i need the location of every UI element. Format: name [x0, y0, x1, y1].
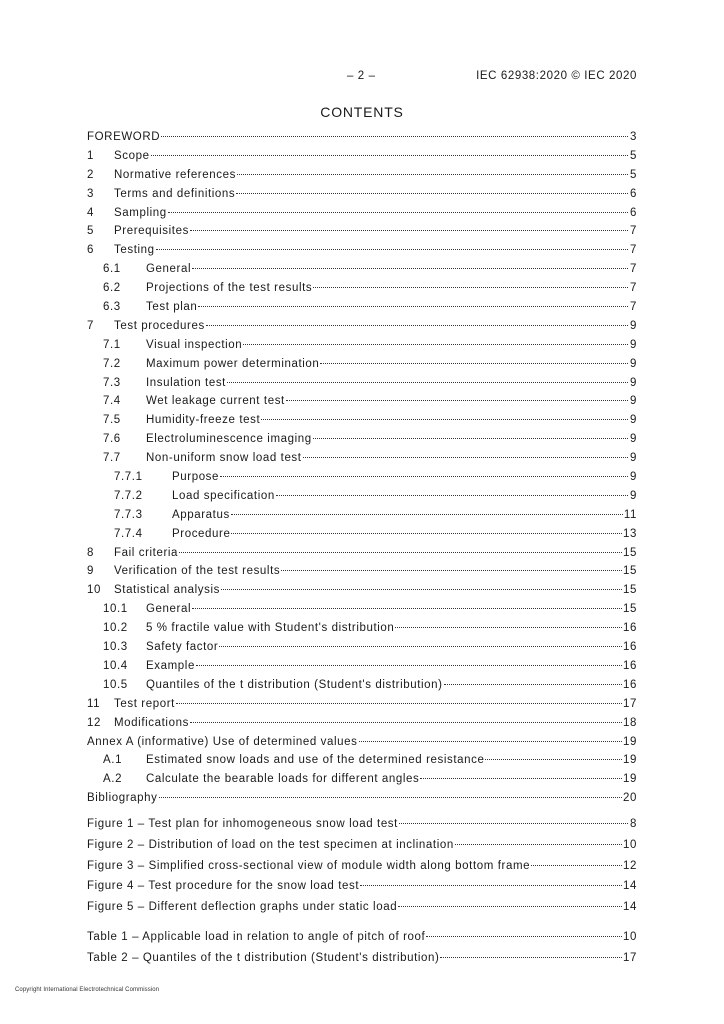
dot-leader	[227, 382, 628, 383]
figure-entry[interactable]	[87, 901, 637, 922]
entry-page-number: 15	[623, 565, 637, 578]
dot-leader	[161, 136, 628, 137]
entry-title: Table 1 – Applicable load in relation to angle of pitch of roof	[87, 931, 426, 943]
dot-leader	[455, 844, 622, 845]
table-entry[interactable]	[87, 952, 637, 973]
figure-entry[interactable]	[87, 880, 637, 901]
entry-title: Apparatus	[172, 508, 230, 521]
toc-entry[interactable]	[87, 490, 637, 509]
toc-entry[interactable]	[87, 207, 637, 226]
toc-entry[interactable]	[87, 792, 637, 811]
toc-entry-number: 1	[87, 149, 94, 162]
table-entry[interactable]	[87, 931, 637, 952]
dot-leader	[219, 646, 622, 647]
toc-entry-number: 7.1	[103, 338, 121, 351]
entry-page-number: 9	[630, 489, 637, 502]
toc-entry[interactable]	[87, 736, 637, 755]
entry-page-number: 9	[630, 338, 637, 351]
entry-page-number: 9	[630, 319, 637, 332]
dot-leader	[192, 608, 622, 609]
dot-leader	[206, 325, 628, 326]
entry-page-number: 7	[630, 282, 637, 295]
dot-leader	[531, 865, 622, 866]
dot-leader	[192, 268, 628, 269]
toc-entry-number: 7.7	[103, 452, 121, 465]
entry-page-number: 7	[630, 244, 637, 257]
toc-entry-number: 7.7.1	[114, 471, 143, 484]
toc-entry-number: 7.7.4	[114, 527, 143, 540]
toc-entry-number: 6.1	[103, 263, 121, 276]
entry-page-number: 16	[623, 659, 637, 672]
page-number: – 2 –	[347, 70, 376, 82]
entry-title: Bibliography	[87, 792, 158, 805]
entry-page-number: 15	[623, 584, 637, 597]
entry-title: Verification of the test results	[114, 565, 281, 578]
entry-title: Figure 5 – Different deflection graphs under static load	[87, 901, 398, 914]
entry-title: Wet leakage current test	[146, 395, 285, 408]
entry-page-number: 19	[623, 735, 637, 748]
toc-entry[interactable]	[87, 603, 637, 622]
dot-leader	[281, 570, 622, 571]
entry-title: General	[146, 603, 192, 616]
entry-title: Example	[146, 659, 195, 672]
toc-entry-number: A.1	[103, 754, 123, 767]
entry-page-number: 7	[630, 301, 637, 314]
entry-title: Purpose	[172, 471, 220, 484]
entry-page-number: 9	[630, 357, 637, 370]
toc-entry-number: 3	[87, 187, 94, 200]
dot-leader	[151, 155, 628, 156]
entry-title: Humidity-freeze test	[146, 414, 261, 427]
toc-entry-number: 10	[87, 584, 101, 597]
dot-leader	[276, 495, 628, 496]
entry-page-number: 14	[623, 880, 637, 893]
dot-leader	[220, 476, 628, 477]
toc-entry-number: 4	[87, 206, 94, 219]
entry-page-number: 9	[630, 471, 637, 484]
dot-leader	[444, 684, 622, 685]
entry-page-number: 6	[630, 206, 637, 219]
toc-entry-number: 7.5	[103, 414, 121, 427]
entry-title: Statistical analysis	[114, 584, 220, 597]
entry-title: Procedure	[172, 527, 231, 540]
toc-entry-number: 10.1	[103, 603, 128, 616]
entry-title: Projections of the test results	[146, 282, 313, 295]
toc-entry-number: 12	[87, 716, 101, 729]
entry-page-number: 3	[630, 131, 637, 143]
toc-entry-number: 11	[87, 697, 101, 710]
figure-entry[interactable]	[87, 818, 637, 839]
entry-page-number: 10	[623, 838, 637, 851]
entry-page-number: 19	[623, 773, 637, 786]
entry-page-number: 16	[623, 622, 637, 635]
dot-leader	[261, 419, 628, 420]
entry-title: Estimated snow loads and use of the determined resistance	[146, 754, 485, 767]
toc-entry-number: 7.3	[103, 376, 121, 389]
entry-page-number: 11	[623, 508, 637, 521]
toc-entry[interactable]	[87, 244, 637, 263]
entry-page-number: 5	[630, 168, 637, 181]
entry-page-number: 16	[623, 641, 637, 654]
entry-title: Figure 2 – Distribution of load on the test specimen at inclination	[87, 838, 454, 851]
toc-entry[interactable]	[87, 641, 637, 660]
entry-title: Electroluminescence imaging	[146, 433, 312, 446]
toc-entry-number: 6.2	[103, 282, 121, 295]
dot-leader	[395, 627, 622, 628]
toc-entry-number: 6	[87, 244, 94, 257]
entry-page-number: 9	[630, 395, 637, 408]
dot-leader	[440, 957, 622, 958]
toc-entry[interactable]	[87, 169, 637, 188]
entry-page-number: 12	[623, 859, 637, 872]
table-of-contents	[87, 131, 637, 811]
toc-entry-number: 10.5	[103, 678, 128, 691]
entry-title: Normative references	[114, 168, 236, 181]
toc-entry-number: A.2	[103, 773, 123, 786]
entry-page-number: 15	[623, 603, 637, 616]
toc-entry[interactable]	[87, 717, 637, 736]
entry-page-number: 17	[623, 697, 637, 710]
toc-entry[interactable]	[87, 471, 637, 490]
entry-title: Scope	[114, 149, 150, 162]
entry-title: Test report	[114, 697, 175, 710]
dot-leader	[313, 287, 628, 288]
toc-entry[interactable]	[87, 395, 637, 414]
entry-title: Non-uniform snow load test	[146, 452, 302, 465]
toc-entry[interactable]	[87, 414, 637, 433]
entry-title: Test procedures	[114, 319, 205, 332]
toc-entry-number: 10.3	[103, 641, 128, 654]
entry-page-number: 9	[630, 414, 637, 427]
dot-leader	[420, 778, 622, 779]
toc-entry[interactable]	[87, 547, 637, 566]
toc-entry[interactable]	[87, 565, 637, 584]
entry-title: Figure 1 – Test plan for inhomogeneous snow load test	[87, 818, 398, 830]
entry-title: Sampling	[114, 206, 167, 219]
toc-entry[interactable]	[87, 773, 637, 792]
dot-leader	[359, 741, 623, 742]
entry-title: Maximum power determination	[146, 357, 320, 370]
entry-title: Quantiles of the t distribution (Student's distribution)	[146, 678, 443, 691]
dot-leader	[399, 823, 628, 824]
toc-entry-number: 7.7.2	[114, 489, 143, 502]
toc-entry[interactable]	[87, 282, 637, 301]
toc-entry[interactable]	[87, 698, 637, 717]
entry-page-number: 10	[623, 931, 637, 943]
toc-entry[interactable]	[87, 433, 637, 452]
toc-entry-number: 8	[87, 546, 94, 559]
dot-leader	[168, 212, 628, 213]
toc-entry[interactable]	[87, 622, 637, 641]
dot-leader	[320, 363, 628, 364]
toc-entry-number: 10.4	[103, 659, 128, 672]
entry-title: Terms and definitions	[114, 187, 236, 200]
entry-page-number: 9	[630, 452, 637, 465]
entry-title: Load specification	[172, 489, 275, 502]
dot-leader	[313, 438, 628, 439]
dot-leader	[426, 936, 622, 937]
toc-entry[interactable]	[87, 188, 637, 207]
entry-page-number: 6	[630, 187, 637, 200]
toc-entry-number: 2	[87, 168, 94, 181]
toc-entry-number: 7.4	[103, 395, 121, 408]
dot-leader	[179, 552, 622, 553]
toc-entry-number: 6.3	[103, 301, 121, 314]
dot-leader	[236, 193, 628, 194]
dot-leader	[221, 589, 622, 590]
entry-page-number: 7	[630, 225, 637, 238]
contents-title: CONTENTS	[320, 104, 404, 120]
toc-entry-number: 10.2	[103, 622, 128, 635]
list-of-figures	[87, 818, 637, 922]
entry-title: 5 % fractile value with Student's distribution	[146, 622, 395, 635]
dot-leader	[156, 249, 628, 250]
entry-page-number: 19	[623, 754, 637, 767]
toc-entry[interactable]	[87, 452, 637, 471]
figure-entry[interactable]	[87, 860, 637, 881]
dot-leader	[231, 533, 622, 534]
entry-page-number: 15	[623, 546, 637, 559]
entry-page-number: 5	[630, 149, 637, 162]
entry-page-number: 16	[623, 678, 637, 691]
copyright-footer: Copyright International Electrotechnical Commission	[15, 987, 160, 993]
toc-entry[interactable]	[87, 339, 637, 358]
entry-page-number: 14	[623, 901, 637, 914]
dot-leader	[159, 797, 623, 798]
dot-leader	[286, 400, 628, 401]
entry-title: Testing	[114, 244, 155, 257]
entry-page-number: 8	[630, 818, 637, 830]
entry-page-number: 9	[630, 433, 637, 446]
toc-entry[interactable]	[87, 754, 637, 773]
toc-entry[interactable]	[87, 679, 637, 698]
toc-entry[interactable]	[87, 225, 637, 244]
entry-title: Annex A (informative) Use of determined values	[87, 735, 358, 748]
dot-leader	[231, 514, 623, 515]
entry-title: FOREWORD	[87, 131, 161, 143]
entry-page-number: 13	[623, 527, 637, 540]
dot-leader	[398, 906, 622, 907]
document-reference: IEC 62938:2020 © IEC 2020	[476, 70, 637, 82]
entry-title: Figure 4 – Test procedure for the snow load test	[87, 880, 360, 893]
toc-entry[interactable]	[87, 584, 637, 603]
toc-entry-number: 7.2	[103, 357, 121, 370]
entry-title: Table 2 – Quantiles of the t distribution (Student's distribution)	[87, 951, 440, 964]
entry-title: Calculate the bearable loads for different angles	[146, 773, 420, 786]
entry-title: Modifications	[114, 716, 189, 729]
entry-page-number: 9	[630, 376, 637, 389]
toc-entry-number: 7.6	[103, 433, 121, 446]
entry-page-number: 18	[623, 716, 637, 729]
toc-entry[interactable]	[87, 358, 637, 377]
entry-title: Visual inspection	[146, 338, 243, 351]
dot-leader	[237, 174, 628, 175]
toc-entry-number: 7.7.3	[114, 508, 143, 521]
entry-title: Prerequisites	[114, 225, 189, 238]
figure-entry[interactable]	[87, 839, 637, 860]
toc-entry[interactable]	[87, 509, 637, 528]
page-header	[0, 70, 724, 86]
toc-entry[interactable]	[87, 263, 637, 282]
dot-leader	[303, 457, 628, 458]
entry-title: Figure 3 – Simplified cross-sectional view of module width along bottom frame	[87, 859, 531, 872]
dot-leader	[196, 665, 622, 666]
dot-leader	[485, 759, 622, 760]
toc-entry[interactable]	[87, 377, 637, 396]
entry-title: Safety factor	[146, 641, 219, 654]
toc-entry[interactable]	[87, 150, 637, 169]
dot-leader	[198, 306, 628, 307]
toc-entry[interactable]	[87, 131, 637, 150]
toc-entry[interactable]	[87, 660, 637, 679]
dot-leader	[190, 230, 628, 231]
entry-title: Insulation test	[146, 376, 226, 389]
toc-entry-number: 5	[87, 225, 94, 238]
dot-leader	[360, 885, 622, 886]
entry-page-number: 17	[623, 951, 637, 964]
dot-leader	[190, 722, 622, 723]
list-of-tables	[87, 931, 637, 973]
entry-title: Fail criteria	[114, 546, 179, 559]
toc-entry-number: 9	[87, 565, 94, 578]
entry-page-number: 20	[623, 792, 637, 805]
entry-title: Test plan	[146, 301, 198, 314]
entry-page-number: 7	[630, 263, 637, 276]
dot-leader	[243, 344, 628, 345]
entry-title: General	[146, 263, 192, 276]
toc-entry-number: 7	[87, 319, 94, 332]
dot-leader	[176, 703, 622, 704]
toc-entry[interactable]	[87, 320, 637, 339]
toc-entry[interactable]	[87, 301, 637, 320]
toc-entry[interactable]	[87, 528, 637, 547]
